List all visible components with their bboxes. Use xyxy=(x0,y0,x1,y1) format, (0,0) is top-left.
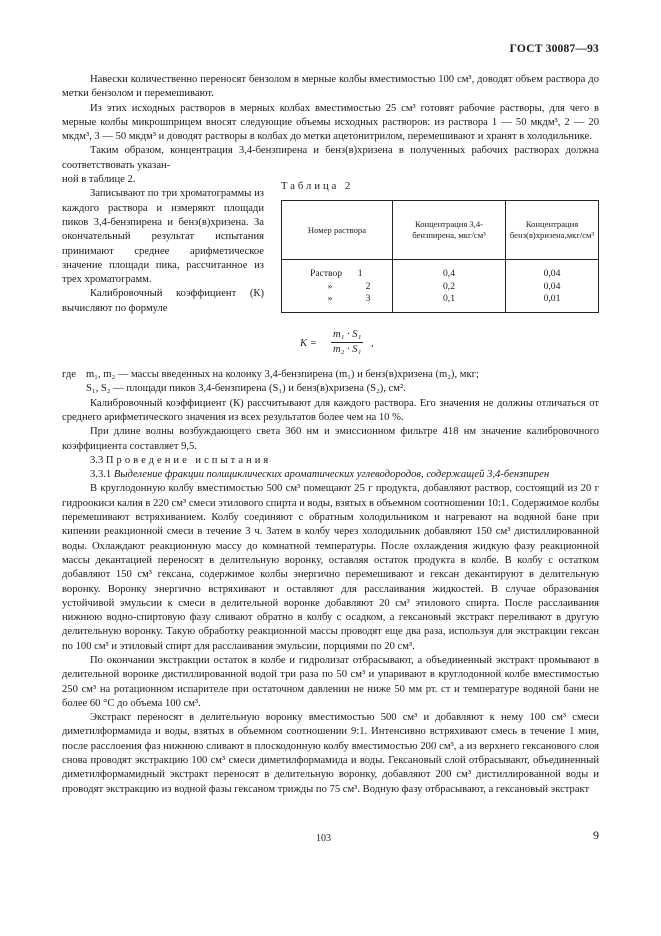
left-text-column xyxy=(62,173,264,316)
table-row xyxy=(282,281,599,294)
calibration-formula xyxy=(62,328,599,358)
paragraph: Из этих исходных растворов в мерных колбах вместимостью 25 см³ готовят рабочие растворы, для чего в мерные колбы микрошприцем вносят следующие объемы исходных растворов: из раствора 1 — 50 мкдм³, 2 — 20 мкдм³, 3 — 50 мкдм³ и доводят растворы в колбах до метки ацетонитрилом, перемешивают и хранят в холодильнике. xyxy=(62,102,599,143)
column-header: Номер раствора xyxy=(282,201,393,260)
where-line xyxy=(62,382,599,396)
paragraph: ной в таблице 2. xyxy=(62,174,136,186)
paragraph: По окончании экстракции остаток в колбе и гидролизат отбрасывают, а объединенный экстракт промывают в делительной воронке дистиллированной водой три раза по 50 см³ и упаривают в круглодонной колбе вместимостью 250 см³ на ротационном испарителе при остаточном давлении не ниже 50 мм рт. ст и температуре водяной бани не более 60 °С до объема 100 см³. xyxy=(62,654,599,709)
row-label xyxy=(282,293,393,312)
row-label xyxy=(282,281,393,294)
paragraph: Калибровочный коэффициент (К) рассчитывают для каждого раствора. Его значения не должны отличаться от среднего арифметического значения из всех результатов более чем на 10 %. xyxy=(62,397,599,423)
row-number: 2 xyxy=(365,280,371,292)
where-definition: S₁, S₂ — площади пиков 3,4-бензпирена (S₁) и бенз(в)хризена (S₂), см². xyxy=(86,383,406,395)
subsection-heading xyxy=(62,468,599,482)
paragraph: В круглодонную колбу вместимостью 500 см³ помещают 25 г продукта, добавляют раствор, состоящий из 20 г гидроокиси калия в 220 см³ смеси этилового спирта и воды, взятых в объемном соотношении 10:1. Содержимое колбы перемешивают встряхиванием. Колбу соединяют с обратным холодильником и нагревают на водяной бане при кипении реакционной смеси в течение 3 ч. Затем в колбу через холодильник добавляют 150 см³ дистиллированной воды. Охлаждают реакционную массу до комнатной температуры. После охлаждения жидкую фазу реакционной массы декантацией переносят в делительную воронку, оставляя остаток продукта в колбе. В колбу с остатком добавляют 150 см³ гексана, содержимое колбы энергично перемешивают и гексан декантируют в делительную воронку. Воронку энергично встряхивают и оставляют для расслаивания жидкостей. В случае образования устойчивой эмульсии к смеси в делительной воронке добавляют 20 см³ этилового спирта. После расслаивания нижнюю водно-спиртовую фазу сливают обратно в колбу с осадком, а гексановый экстракт переливают в другую делительную воронку. Такую обработку реакционной массы проводят еще два раза, используя для экстракции гексан по 100 см³ и этиловый спирт для расслаивания эмульсии, порциями по 20 см³. xyxy=(62,483,599,652)
table-cell: 0,2 xyxy=(393,281,506,294)
row-number: 1 xyxy=(357,268,363,280)
row-label xyxy=(282,260,393,281)
table-2-block xyxy=(281,180,599,316)
formula-comma: , xyxy=(371,338,374,350)
page-number: 9 xyxy=(593,828,599,842)
table-row xyxy=(282,293,599,312)
table-caption: Таблица 2 xyxy=(281,181,354,193)
table-cell: 0,01 xyxy=(506,293,599,312)
paragraph: Таким образом, концентрация 3,4-бензпирена и бенз(в)хризена в полученных рабочих растворах должна соответствовать указан- xyxy=(62,145,599,171)
document-body xyxy=(62,73,599,797)
column-header: Концентрация 3,4-бензпирена, мкг/см³ xyxy=(393,201,506,260)
where-definition: m₁, m₂ — массы введенных на колонку 3,4-бензпирена (m₁) и бенз(в)хризена (m₂), мкг; xyxy=(86,369,479,381)
formula-denominator: m₂ · S₁ xyxy=(333,344,362,356)
table-cell: 0,4 xyxy=(393,260,506,281)
standard-header: ГОСТ 30087—93 xyxy=(509,43,599,55)
table-header-row xyxy=(282,201,599,260)
subsection-number: 3.3.1 xyxy=(90,469,112,481)
formula-lhs: K = xyxy=(300,338,317,350)
section-number: 3.3 xyxy=(90,454,104,466)
subsection-title: Выделение фракции полициклических ароматических углеводородов, содержащей 3,4-бензпирен xyxy=(113,469,550,481)
where-line xyxy=(62,368,599,382)
row-label-text: » xyxy=(327,293,333,305)
paragraph: Навески количественно переносят бензолом в мерные колбы вместимостью 100 см³, доводят объем раствора до метки бензолом и перемешивают. xyxy=(62,74,599,100)
formula-fraction xyxy=(331,328,363,358)
row-label-text: » xyxy=(327,280,333,292)
where-spacer xyxy=(62,382,86,396)
sheet-number: 103 xyxy=(316,833,331,844)
paragraph: Экстракт переносят в делительную воронку вместимостью 500 см³ и добавляют к нему 100 см³ смеси диметилформамида и воды, взятых в объемном соотношении 9:1. Интенсивно встряхивают смесь в течение 1 мин, после расслоения фаз нижнюю сливают в плоскодонную колбу вместимостью 200 см³, а из верхнего гексанового слоя снова проводят экстракцию 100 см³ смеси диметилформамида и воды. Гексановый слой отбрасывают, объединенный диметилформамидный экстракт переносят в делительную воронку, добавляют 200 см³ дистиллированной воды и проводят экстракцию из водной фазы гексаном трижды по 75 см³. Водную фазу отбрасывают, а гексановый экстракт xyxy=(62,712,599,795)
section-heading xyxy=(62,454,599,468)
concentration-table xyxy=(281,200,599,313)
paragraph: Записывают по три хроматограммы из каждого раствора и измеряют площади пиков 3,4-бензпирена и бенз(в)хризена. За окончательный результат испытания принимают среднее арифметическое значение площади пика, рассчитанное из трех хроматограмм. xyxy=(62,188,264,286)
text-table-block xyxy=(62,173,599,316)
table-cell: 0,1 xyxy=(393,293,506,312)
paragraph: Калибровочный коэффициент (К) вычисляют по формуле xyxy=(62,288,264,314)
section-title: Проведение испытания xyxy=(105,454,272,466)
table-row xyxy=(282,260,599,281)
table-cell: 0,04 xyxy=(506,260,599,281)
row-number: 3 xyxy=(365,293,371,305)
where-lead: где xyxy=(62,369,76,381)
table-cell: 0,04 xyxy=(506,281,599,294)
row-label-text: Раствор xyxy=(310,268,343,280)
column-header: Концентрация бенз(в)хризена,мкг/см³ xyxy=(506,201,599,260)
formula-numerator: m₁ · S₁ xyxy=(331,328,363,343)
paragraph: При длине волны возбуждающего света 360 нм и эмиссионном фильтре 418 нм значение калибровочного коэффициента составляет 9,5. xyxy=(62,426,599,452)
